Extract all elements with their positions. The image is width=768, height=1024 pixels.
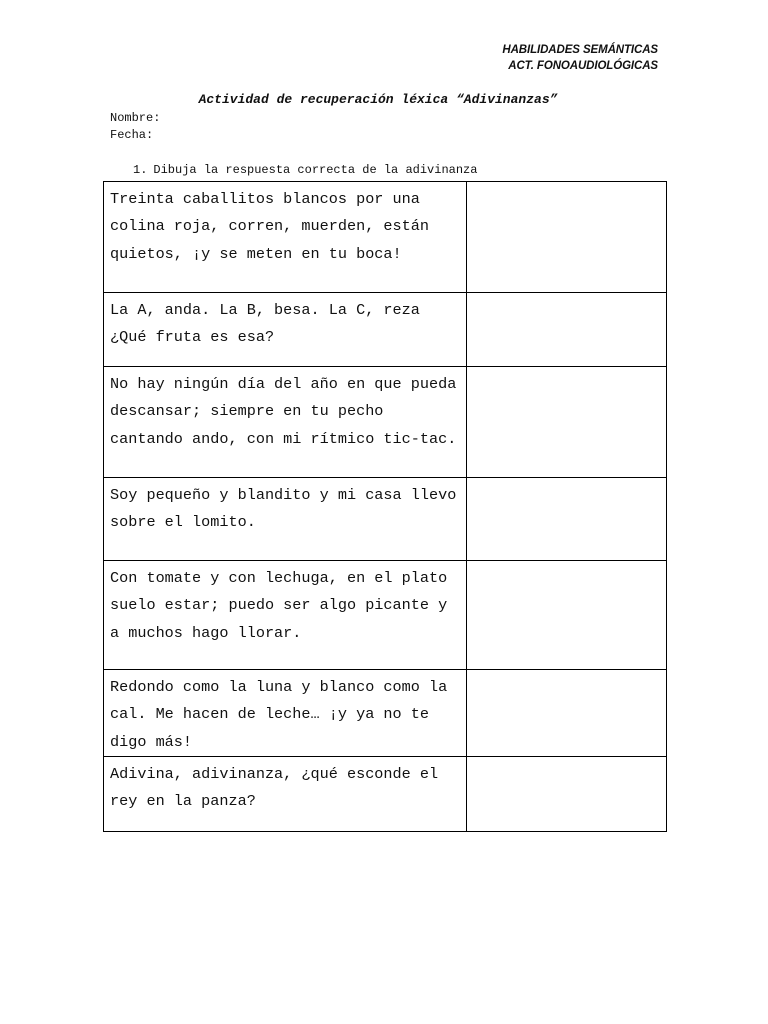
date-label: Fecha: [110, 128, 154, 142]
table-row [104, 478, 667, 561]
riddle-text: No hay ningún día del año en que pueda descansar; siempre en tu pecho cantando ando, con mi rítmico tic-tac. [104, 367, 467, 478]
table-row [104, 293, 667, 367]
riddle-text: Treinta caballitos blancos por una colina roja, corren, muerden, están quietos, ¡y se meten en tu boca! [104, 182, 467, 293]
drawing-box[interactable] [467, 478, 667, 561]
table-row [104, 182, 667, 293]
table-row [104, 756, 667, 831]
drawing-box[interactable] [467, 756, 667, 831]
table-row [104, 670, 667, 757]
name-label: Nombre: [110, 111, 161, 125]
riddle-text: La A, anda. La B, besa. La C, reza ¿Qué fruta es esa? [104, 293, 467, 367]
riddle-text: Con tomate y con lechuga, en el plato suelo estar; puedo ser algo picante y a muchos hago llorar. [104, 561, 467, 670]
drawing-box[interactable] [467, 293, 667, 367]
header-subject: HABILIDADES SEMÁNTICAS [502, 44, 658, 56]
drawing-box[interactable] [467, 367, 667, 478]
drawing-box[interactable] [467, 670, 667, 757]
table-row [104, 561, 667, 670]
instruction-number: 1. [133, 163, 148, 177]
page-title [0, 92, 768, 107]
page-title-text: Actividad de recuperación léxica “Adivinanzas” [198, 92, 558, 107]
instruction [133, 163, 477, 177]
header-area: ACT. FONOAUDIOLÓGICAS [508, 60, 658, 72]
instruction-text: Dibuja la respuesta correcta de la adivinanza [153, 163, 478, 177]
table-row [104, 367, 667, 478]
riddle-text: Redondo como la luna y blanco como la cal. Me hacen de leche… ¡y ya no te digo más! [104, 670, 467, 757]
riddle-text: Adivina, adivinanza, ¿qué esconde el rey en la panza? [104, 756, 467, 831]
document-header [502, 42, 658, 74]
drawing-box[interactable] [467, 182, 667, 293]
drawing-box[interactable] [467, 561, 667, 670]
riddle-table [103, 181, 667, 832]
riddle-text: Soy pequeño y blandito y mi casa llevo sobre el lomito. [104, 478, 467, 561]
